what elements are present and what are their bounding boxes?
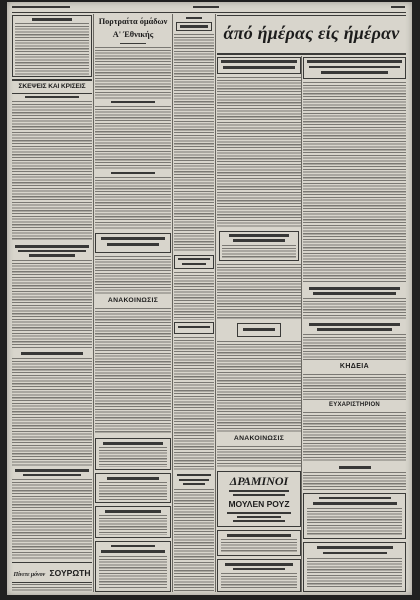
notices-heading: ΑΝΑΚΟΙΝΩΣΙΣ: [107, 297, 159, 304]
notice-headline: [107, 243, 159, 246]
ad-tagline: [319, 497, 391, 499]
ad-text: [221, 539, 297, 553]
article-text: [303, 334, 406, 360]
ad-text-line: [237, 516, 281, 518]
ad-text: [221, 573, 297, 589]
advertisement-venue: ΜΟΥΛΕΝ ΡΟΥΖ: [228, 499, 290, 509]
ad-text-line: [233, 520, 285, 522]
heading-rule: [12, 93, 92, 94]
headline: [307, 60, 402, 63]
ad-text: [307, 558, 402, 589]
notice-headline: [101, 237, 165, 240]
headline: [23, 474, 81, 477]
column-rule: [172, 14, 173, 592]
ad-name: [107, 477, 159, 480]
article-text: [217, 446, 301, 468]
notice-headline: [233, 239, 285, 242]
title-line: Πορτραίτα όμάδων: [98, 17, 168, 26]
article-text: [95, 177, 171, 230]
advertisement-brand: ΣΟΥΡΩΤΗ: [49, 568, 91, 578]
sports-article-title: [95, 16, 171, 42]
headline: [313, 292, 396, 295]
funeral-notice-heading: ΚΗΔΕΙΑ: [339, 363, 370, 370]
headline: [317, 328, 392, 331]
drink-advertisement: [12, 563, 92, 581]
ad-text: [99, 515, 167, 535]
article-text: [217, 77, 301, 228]
header-page-number-line: [391, 6, 405, 8]
headline: [183, 483, 205, 485]
notice-headline: [32, 18, 72, 21]
article-text: [12, 358, 92, 466]
title-rule: [120, 43, 146, 44]
subheadline: [111, 172, 155, 174]
headline: [15, 245, 89, 248]
article-text: [174, 489, 214, 592]
column-rule: [93, 14, 94, 592]
notices-heading: ΑΝΑΚΟΙΝΩΣΙΣ: [233, 435, 285, 442]
thanks-notice-heading: ΕΥΧΑΡΙΣΤΗΡΙΟΝ: [329, 402, 380, 408]
ad-text: [307, 508, 402, 536]
subheadline: [186, 17, 202, 19]
notice-headline: [229, 234, 289, 237]
article-text: [217, 264, 301, 320]
ad-name: [103, 442, 163, 445]
ad-text-line: [233, 494, 285, 496]
article-text: [12, 584, 92, 592]
notice-headline: [180, 25, 208, 28]
headline: [339, 466, 371, 469]
headline: [221, 60, 297, 63]
article-text: [12, 101, 92, 241]
article-text: [303, 298, 406, 320]
ad-name: [317, 546, 393, 549]
headline: [309, 323, 400, 326]
advertisement-title: ΔΡΑΜΙΝΟΙ: [229, 474, 289, 488]
header-rule: [12, 12, 406, 13]
headline: [21, 352, 83, 355]
article-text: [174, 272, 214, 320]
notice-text: [15, 23, 89, 75]
headline: [309, 66, 400, 69]
headline: [177, 474, 211, 476]
ad-name: [105, 510, 161, 513]
notice-headline: [243, 328, 275, 331]
column-rule: [215, 14, 216, 592]
ad-tagline: [233, 568, 285, 570]
ad-tagline: [323, 552, 387, 554]
subheadline: [25, 96, 79, 98]
headline: [18, 250, 86, 253]
advertisement-lead: Πίνετε μόνον: [13, 572, 46, 578]
article-text: [95, 47, 171, 99]
article-text: [174, 34, 214, 252]
ad-name: [225, 563, 293, 566]
newspaper-page: [7, 2, 412, 595]
section-banner-rule: [217, 53, 406, 55]
headline: [179, 479, 209, 481]
article-text: [217, 341, 301, 432]
header-date-line: [12, 6, 70, 8]
article-text: [303, 472, 406, 490]
headline: [223, 66, 295, 69]
ad-rule: [12, 582, 92, 583]
article-text: [95, 256, 171, 294]
headline: [15, 469, 89, 472]
ad-text-line: [227, 512, 291, 514]
article-text: [95, 308, 171, 434]
ad-text-line: [229, 490, 289, 492]
notice-headline: [178, 326, 210, 328]
headline: [29, 254, 75, 257]
column-heading: ΣΚΕΨΕΙΣ ΚΑΙ ΚΡΙΣΕΙΣ: [18, 83, 86, 90]
article-text: [174, 337, 214, 471]
article-text: [12, 260, 92, 348]
title-line: Α' Έθνικής: [112, 29, 154, 39]
ad-text: [99, 482, 167, 500]
notice-headline: [182, 263, 206, 265]
header-masthead-line: [193, 6, 219, 9]
notice-headline: [178, 258, 210, 260]
article-text: [12, 479, 92, 559]
ad-name: [101, 550, 165, 553]
headline: [309, 287, 400, 290]
notice-text: [222, 245, 296, 259]
ad-name: [313, 502, 397, 505]
column-rule: [301, 56, 302, 592]
article-text: [303, 412, 406, 462]
section-banner-title: άπό ήμέρας είς ήμέραν: [223, 23, 400, 43]
article-text: [303, 374, 406, 400]
article-text: [303, 82, 406, 283]
headline: [321, 71, 388, 74]
article-text: [95, 106, 171, 169]
ad-text: [99, 447, 167, 467]
subheadline: [111, 101, 155, 103]
ad-name: [227, 534, 291, 537]
ad-tagline: [111, 545, 155, 547]
ad-text: [99, 556, 167, 588]
